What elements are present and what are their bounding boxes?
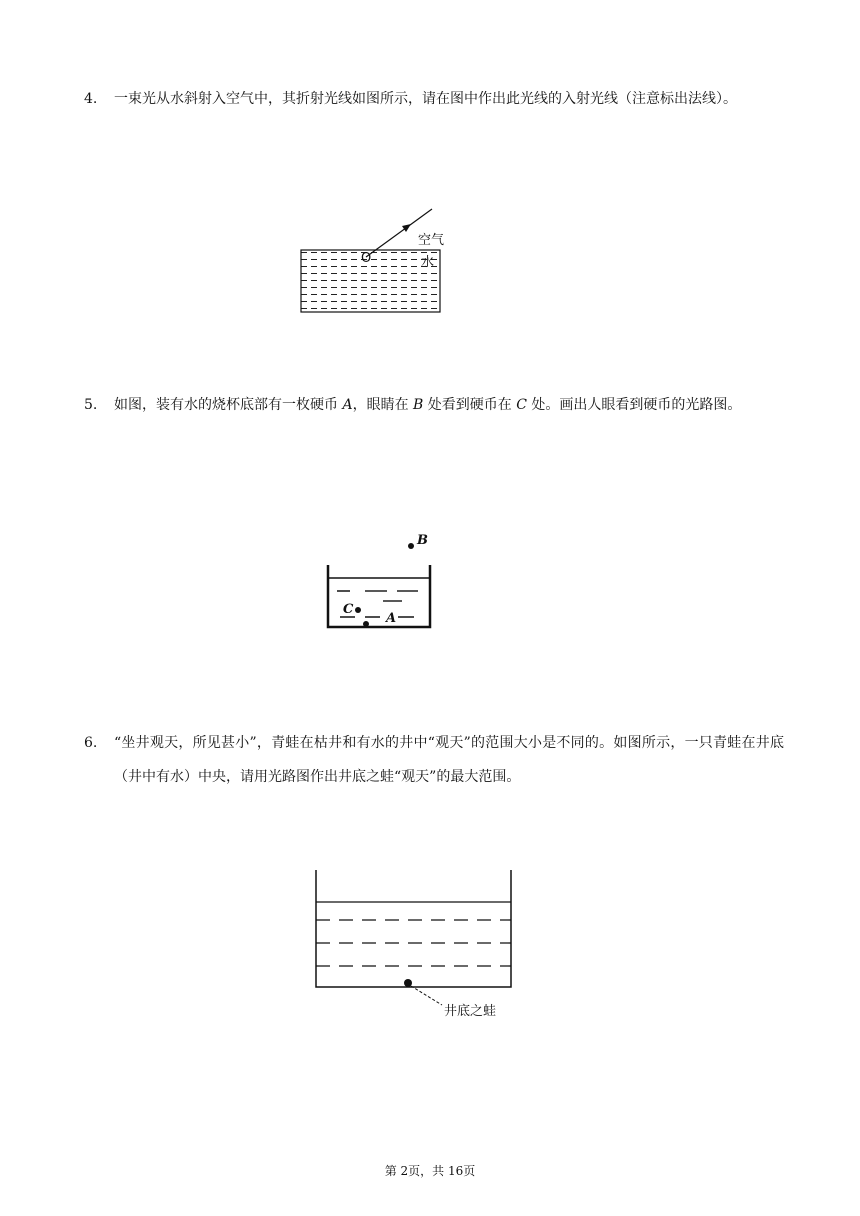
question-number: 6. (84, 735, 98, 751)
point-c-label: C (343, 602, 354, 617)
question-text: 一束光从水斜射入空气中，其折射光线如图所示，请在图中作出此光线的入射光线（注意标出法线）。 (114, 91, 737, 107)
question-number: 5. (84, 397, 98, 413)
image-point-c (355, 607, 361, 613)
well-frog-figure (305, 865, 545, 1025)
question-text: “坐井观天，所见甚小”，青蛙在枯井和有水的井中“观天”的范围大小是不同的。如图所示，一只青蛙在井底（井中有水）中央，请用光路图作出井底之蛙“观天”的最大范围。 (114, 735, 784, 785)
eye-point-b (408, 543, 414, 549)
coin-point-a (363, 621, 369, 627)
well (316, 870, 511, 987)
air-label: 空气 (418, 233, 445, 248)
question-6 (84, 726, 784, 794)
ray-arrow-icon (402, 224, 411, 232)
point-o-label: O (361, 251, 372, 266)
beaker-coin-figure (310, 525, 440, 635)
frog-label: 井底之蛙 (444, 1004, 497, 1019)
water-label: 水 (421, 255, 435, 270)
refraction-figure (290, 200, 460, 320)
question-number: 4. (84, 91, 98, 107)
question-4 (84, 82, 784, 116)
question-5 (84, 388, 784, 422)
question-text: 如图，装有水的烧杯底部有一枚硬币 A，眼睛在 B 处看到硬币在 C 处。画出人眼看到硬币的光路图。 (114, 397, 742, 413)
page-footer: 第 2页，共 16页 (384, 1164, 476, 1178)
point-b-label: B (417, 533, 428, 548)
frog-leader-line (411, 986, 442, 1005)
frog-point (404, 979, 412, 987)
point-a-label: A (386, 611, 397, 626)
